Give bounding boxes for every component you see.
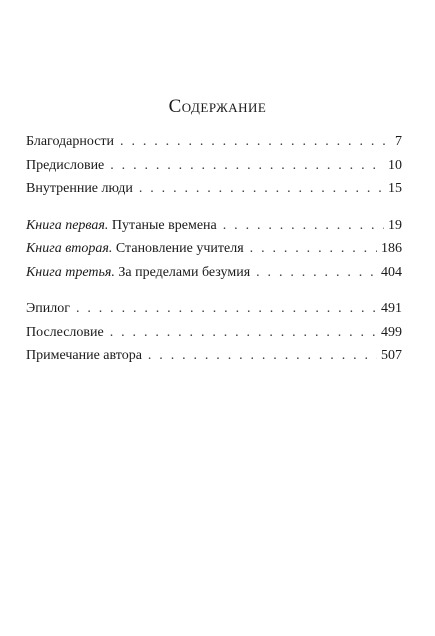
dot-leader [110, 154, 384, 178]
toc-entry-book-title: За пределами безумия [118, 264, 251, 280]
toc-entry-title: Послесловие [26, 324, 104, 340]
toc-entry[interactable] [26, 154, 402, 178]
toc-entry-title: Внутренние люди [26, 181, 133, 196]
toc-entry-title [26, 214, 217, 238]
toc-entry-title [26, 237, 244, 261]
toc-entry-title: Благодарности [26, 134, 115, 149]
toc-entry-book-number: Книга вторая. [26, 241, 113, 256]
toc-entry-page: 499 [381, 324, 402, 340]
toc-entry-page: 404 [381, 264, 402, 280]
toc-entry-book-title: Путаные времена [111, 217, 217, 233]
toc-entry-page: 491 [381, 301, 402, 316]
toc-entry[interactable] [26, 321, 402, 345]
dot-leader [139, 177, 384, 201]
dot-leader [76, 297, 377, 321]
toc-entry-book-number: Книга третья. [26, 264, 115, 280]
toc-entry-page: 15 [388, 181, 402, 196]
toc-entry-title [26, 261, 250, 285]
toc-entry[interactable] [26, 344, 402, 368]
toc-entry-book-number: Книга первая. [26, 217, 109, 233]
toc-entry-title: Эпилог [26, 301, 70, 316]
dot-leader [110, 321, 377, 345]
toc-entry-page: 507 [381, 348, 402, 363]
toc-entry-page: 7 [395, 134, 402, 149]
page-title: Содержание [168, 96, 267, 117]
toc-group-books [26, 214, 402, 285]
toc-entry-page: 186 [381, 241, 402, 256]
dot-leader [223, 214, 384, 238]
toc-entry[interactable] [26, 237, 402, 261]
toc-entry-title: Примечание автора [26, 348, 142, 363]
dot-leader [256, 261, 377, 285]
toc-entry[interactable] [26, 177, 402, 201]
toc-entry-book-title: Становление учителя [115, 241, 244, 256]
toc-group-front-matter [26, 130, 402, 201]
toc-group-back-matter [26, 297, 402, 368]
toc-entry[interactable] [26, 261, 402, 285]
toc-entry[interactable] [26, 297, 402, 321]
toc-entry[interactable] [26, 130, 402, 154]
toc-entry[interactable] [26, 214, 402, 238]
table-of-contents [26, 130, 402, 381]
dot-leader [148, 344, 377, 368]
dot-leader [250, 237, 377, 261]
dot-leader [120, 130, 386, 154]
toc-entry-title: Предисловие [26, 157, 105, 173]
toc-entry-page: 10 [388, 157, 402, 173]
toc-entry-page: 19 [388, 217, 402, 233]
